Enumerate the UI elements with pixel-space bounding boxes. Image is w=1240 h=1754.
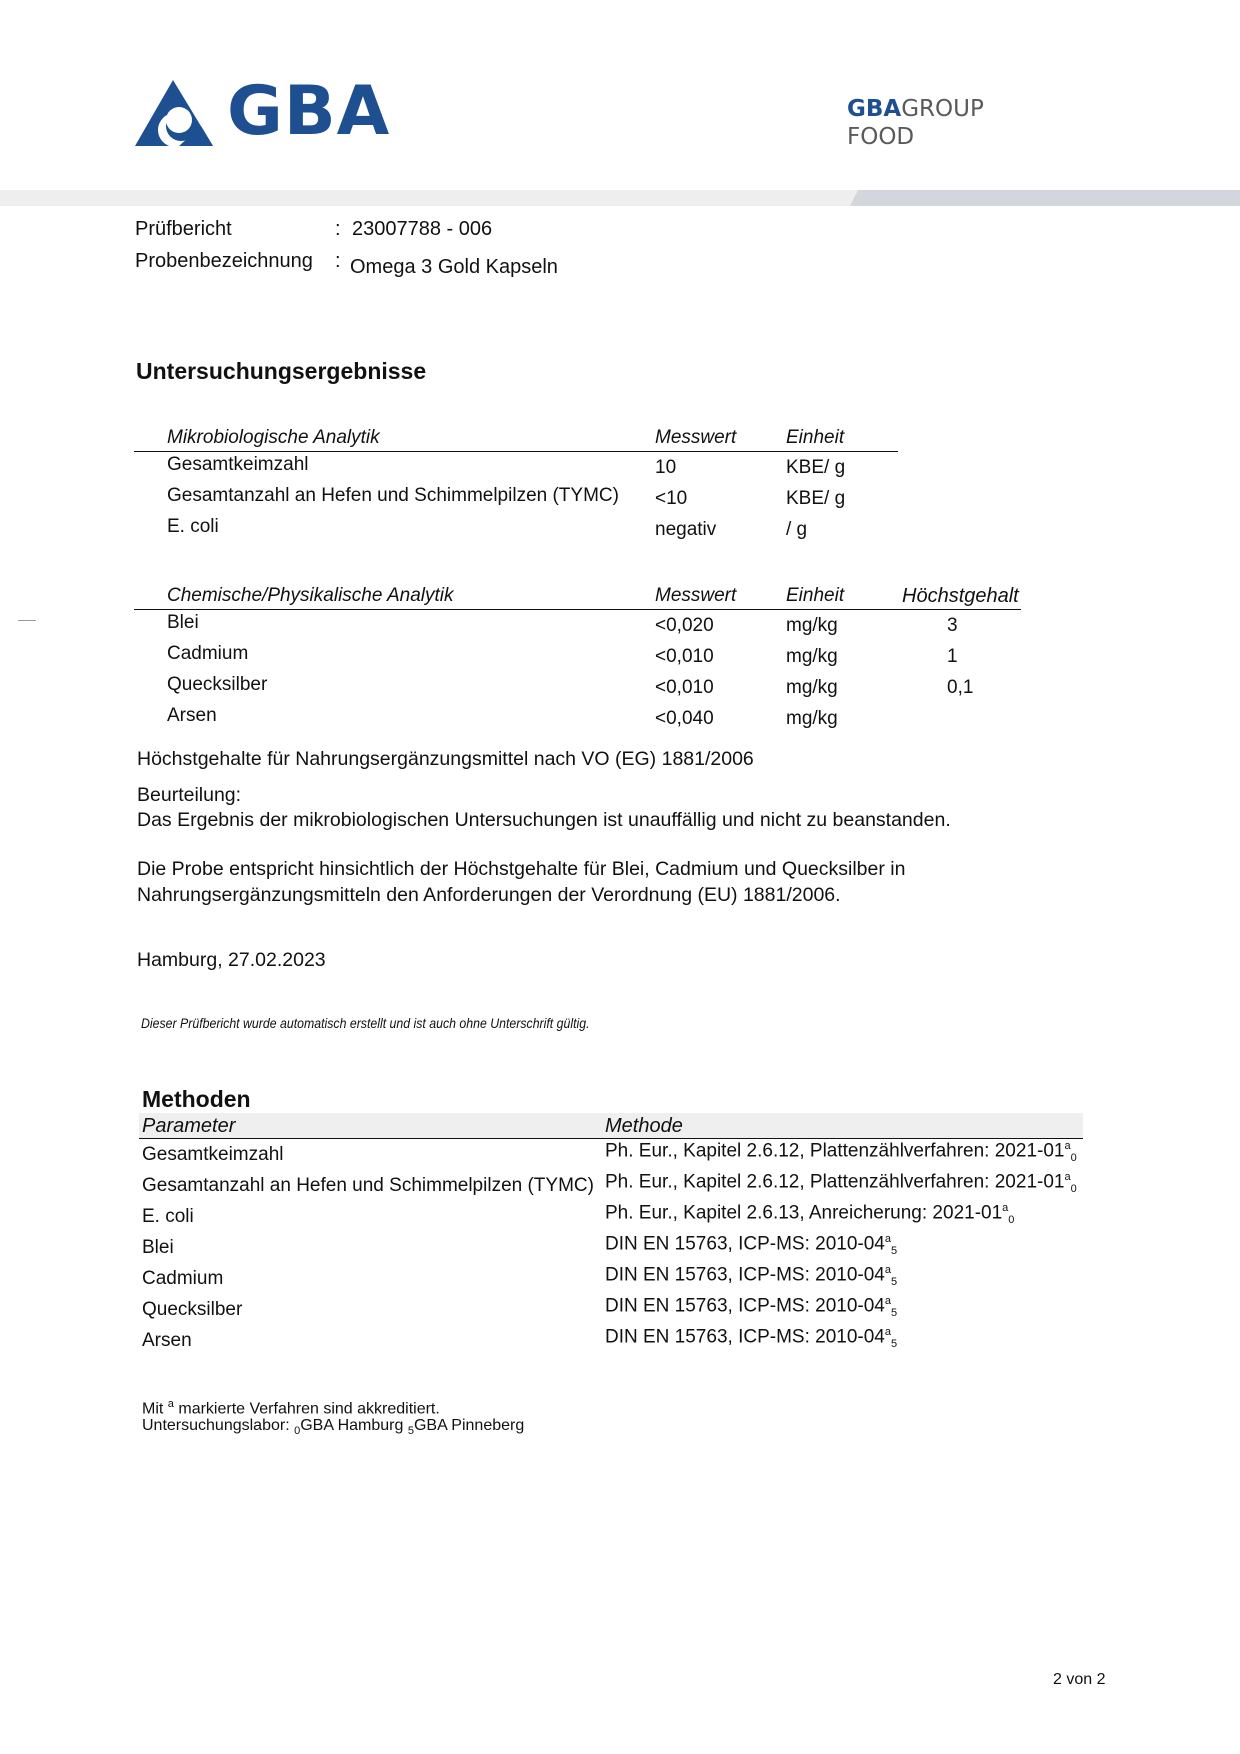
chem-name: Cadmium xyxy=(167,643,249,664)
chem-col-value: Messwert xyxy=(655,585,737,606)
methods-col-param: Parameter xyxy=(142,1115,236,1137)
chem-unit: mg/kg xyxy=(786,646,838,667)
labs-label: Untersuchungslabor: xyxy=(142,1417,290,1434)
method-text: DIN EN 15763, ICP-MS: 2010-04 xyxy=(605,1264,885,1286)
chem-max: 1 xyxy=(947,646,958,667)
micro-value: negativ xyxy=(655,519,717,540)
sample-colon: : xyxy=(335,250,341,272)
method-desc xyxy=(605,1326,897,1350)
method-desc xyxy=(605,1295,897,1319)
max-levels-note: Höchstgehalte für Nahrungsergänzungsmittel nach VO (EG) 1881/2006 xyxy=(137,748,754,770)
lab-index: 5 xyxy=(890,1338,898,1351)
group-brand-rest: GROUP xyxy=(901,96,984,122)
chem-col-max: Höchstgehalt xyxy=(902,585,1019,607)
method-text: Ph. Eur., Kapitel 2.6.12, Plattenzählverfahren: 2021-01 xyxy=(605,1140,1065,1162)
chem-value: <0,010 xyxy=(655,677,714,698)
place-date: Hamburg, 27.02.2023 xyxy=(137,949,326,971)
chem-heading: Chemische/Physikalische Analytik xyxy=(167,585,454,606)
chem-unit: mg/kg xyxy=(786,677,838,698)
micro-name: Gesamtkeimzahl xyxy=(167,454,309,475)
method-param: Gesamtanzahl an Hefen und Schimmelpilzen (TYMC) xyxy=(142,1175,594,1196)
method-desc xyxy=(605,1140,1077,1164)
page-number: 2 von 2 xyxy=(1053,1671,1106,1688)
method-text: DIN EN 15763, ICP-MS: 2010-04 xyxy=(605,1295,885,1317)
chem-col-unit: Einheit xyxy=(786,585,845,606)
methods-col-method: Methode xyxy=(605,1115,683,1137)
margin-mark xyxy=(18,620,36,621)
micro-unit: KBE/ g xyxy=(786,488,846,509)
chem-value: <0,020 xyxy=(655,615,714,636)
gba-logo-mark-icon xyxy=(135,80,213,146)
micro-value: 10 xyxy=(655,457,677,478)
micro-unit: / g xyxy=(786,519,808,540)
assessment-label: Beurteilung: xyxy=(137,784,242,806)
chem-unit: mg/kg xyxy=(786,708,838,729)
chem-header-rule xyxy=(134,609,1021,610)
header-band-accent xyxy=(850,190,1240,206)
chem-max: 3 xyxy=(947,615,958,636)
group-brand xyxy=(847,95,984,151)
micro-name: Gesamtanzahl an Hefen und Schimmelpilzen (TYMC) xyxy=(167,485,619,506)
chem-value: <0,040 xyxy=(655,708,714,729)
assessment-micro: Das Ergebnis der mikrobiologischen Untersuchungen ist unauffällig und nicht zu beanstanden. xyxy=(137,809,951,831)
micro-value: <10 xyxy=(655,488,688,509)
accredited-mark: a xyxy=(884,1264,891,1276)
chem-value: <0,010 xyxy=(655,646,714,667)
lab-index: 5 xyxy=(890,1307,898,1320)
method-param: Gesamtkeimzahl xyxy=(142,1144,284,1165)
report-label: Prüfbericht xyxy=(135,218,232,240)
accredited-mark: a xyxy=(884,1326,891,1338)
method-desc xyxy=(605,1171,1077,1195)
micro-unit: KBE/ g xyxy=(786,457,846,478)
methods-title: Methoden xyxy=(142,1086,251,1112)
lab0-index: 0 xyxy=(294,1425,301,1438)
lab0-name: GBA Hamburg xyxy=(300,1417,404,1434)
group-brand-food: FOOD xyxy=(847,124,915,150)
footnote-text-b: markierte Verfahren sind akkreditiert. xyxy=(178,1400,440,1418)
method-text: DIN EN 15763, ICP-MS: 2010-04 xyxy=(605,1326,885,1348)
method-param: E. coli xyxy=(142,1206,194,1227)
lab-index: 0 xyxy=(1070,1152,1077,1165)
report-number: 23007788 - 006 xyxy=(352,218,493,240)
micro-col-unit: Einheit xyxy=(786,427,845,448)
method-text: Ph. Eur., Kapitel 2.6.12, Plattenzählverfahren: 2021-01 xyxy=(605,1171,1065,1193)
micro-heading: Mikrobiologische Analytik xyxy=(167,427,380,448)
chem-max: 0,1 xyxy=(947,677,974,698)
footnote-sup: a xyxy=(167,1398,174,1410)
sample-name: Omega 3 Gold Kapseln xyxy=(350,256,558,278)
chem-unit: mg/kg xyxy=(786,615,838,636)
micro-name: E. coli xyxy=(167,516,219,537)
lab5-index: 5 xyxy=(407,1425,414,1438)
accredited-mark: a xyxy=(1064,1171,1071,1183)
method-param: Cadmium xyxy=(142,1268,224,1289)
labs-footnote xyxy=(142,1415,524,1442)
chem-name: Quecksilber xyxy=(167,674,268,695)
logo xyxy=(135,72,395,151)
methods-header-rule xyxy=(139,1138,1083,1139)
accredited-mark: a xyxy=(884,1233,891,1245)
method-param: Blei xyxy=(142,1237,174,1258)
accredited-mark: a xyxy=(884,1295,891,1307)
report-colon: : xyxy=(335,218,341,240)
lab-index: 5 xyxy=(890,1276,898,1289)
group-brand-bold: GBA xyxy=(847,96,902,122)
method-param: Arsen xyxy=(142,1330,192,1351)
assessment-chem-line2: Nahrungsergänzungsmitteln den Anforderungen der Verordnung (EU) 1881/2006. xyxy=(137,884,841,906)
accredited-mark: a xyxy=(1002,1202,1009,1214)
micro-header-rule xyxy=(134,451,898,452)
assessment-chem-line1: Die Probe entspricht hinsichtlich der Höchstgehalte für Blei, Cadmium und Quecksilber in xyxy=(137,858,906,880)
results-title: Untersuchungsergebnisse xyxy=(136,358,427,384)
micro-col-value: Messwert xyxy=(655,427,737,448)
chem-name: Arsen xyxy=(167,705,217,726)
chem-name: Blei xyxy=(167,612,199,633)
method-desc xyxy=(605,1202,1014,1226)
logo-text: GBA xyxy=(227,72,391,151)
lab-index: 0 xyxy=(1008,1214,1015,1227)
footnote-text-a: Mit xyxy=(142,1400,164,1418)
method-param: Quecksilber xyxy=(142,1299,243,1320)
auto-signature-note: Dieser Prüfbericht wurde automatisch erstellt und ist auch ohne Unterschrift gültig. xyxy=(141,1015,590,1031)
lab-index: 0 xyxy=(1070,1183,1077,1196)
lab-index: 5 xyxy=(890,1245,898,1258)
method-desc xyxy=(605,1233,897,1257)
method-text: Ph. Eur., Kapitel 2.6.13, Anreicherung: 2021-01 xyxy=(605,1202,1003,1224)
method-text: DIN EN 15763, ICP-MS: 2010-04 xyxy=(605,1233,885,1255)
accredited-mark: a xyxy=(1064,1140,1071,1152)
lab5-name: GBA Pinneberg xyxy=(413,1417,525,1434)
method-desc xyxy=(605,1264,897,1288)
sample-label: Probenbezeichnung xyxy=(135,250,313,272)
